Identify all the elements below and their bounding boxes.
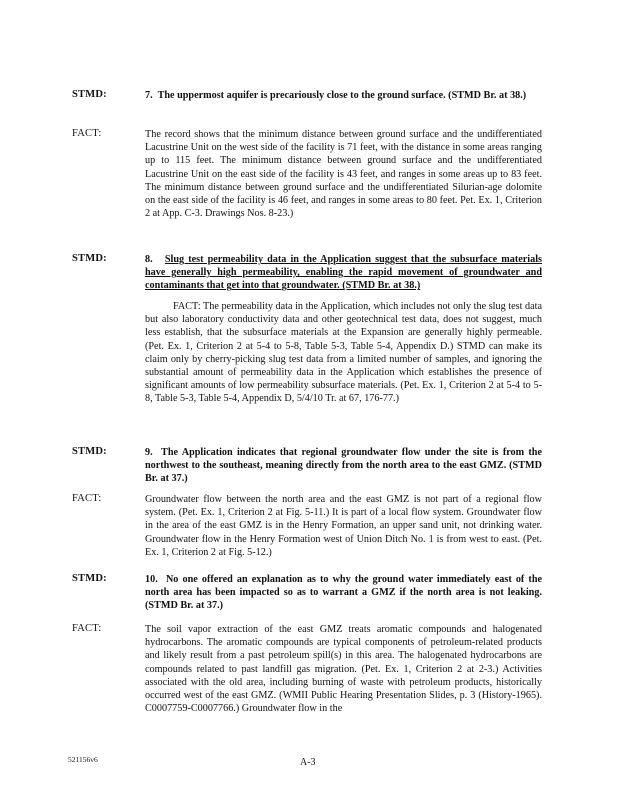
- claim-text: The Application indicates that regional groundwater flow under the site is from the northwest to the southeast, meaning directly from the north area to the east GMZ. (STMD Br. at 37.): [145, 447, 542, 485]
- claim-text: Slug test permeability data in the Application suggest that the subsurface materials have generally high permeability, enabling the rapid movement of groundwater and contaminants that get into that groundwater. (STMD Br. at 38.): [145, 254, 542, 292]
- page-number: A-3: [300, 757, 316, 768]
- stmd-claim-10: [145, 573, 542, 613]
- claim-number: 9.: [145, 447, 153, 458]
- stmd-claim-9: [145, 446, 542, 486]
- stmd-label: STMD:: [72, 446, 107, 457]
- claim-number: 8.: [145, 254, 153, 265]
- stmd-label: STMD:: [72, 253, 107, 264]
- claim-text: The uppermost aquifer is precariously close to the ground surface. (STMD Br. at 38.): [157, 90, 527, 101]
- fact-response-8: FACT: The permeability data in the Application, which includes not only the slug test data but also laboratory conductivity data and other geotechnical test data, does not suggest, much less establish, that the subsurface materials at the Expansion are generally highly permeable. (Pet. Ex. 1, Criterion 2 at 5-4 to 5-8, Table 5-3, Table 5-4, Appendix D.) STMD can make its claim only by cherry-picking slug test data from a limited number of samples, and ignoring the substantial amount of permeability data in the Application which establishes the presence of significant amounts of low permeability subsurface materials. (Pet. Ex. 1, Criterion 2 at 5-4 to 5-8, Table 5-3, Table 5-4, Appendix D, 5/4/10 Tr. at 67, 176-77.): [145, 301, 542, 405]
- stmd-label: STMD:: [72, 89, 107, 100]
- claim-text: No one offered an explanation as to why the ground water immediately east of the north area has been impacted so as to warrant a GMZ if the north area is not leaking. (STMD Br. at 37.): [145, 574, 543, 612]
- fact-response-10: The soil vapor extraction of the east GMZ treats aromatic compounds and halogenated hydrocarbons. The aromatic compounds are typical components of petroleum-related products and likely result from a past petroleum spill(s) in this area. The halogenated hydrocarbons are compounds related to past landfill gas migration. (Pet. Ex. 1, Criterion 2 at 2-3.) Activities associated with the old area, including burning of waste with petroleum products, historically occurred west of the east GMZ. (WMII Public Hearing Presentation Slides, p. 3 (History-1965). C0007759-C0007766.) Groundwater flow in the: [145, 624, 542, 715]
- stmd-claim-7: [145, 89, 542, 102]
- stmd-label: STMD:: [72, 573, 107, 584]
- stmd-claim-8: [145, 253, 542, 293]
- fact-label: FACT:: [72, 623, 102, 634]
- fact-response-9: Groundwater flow between the north area and the east GMZ is not part of a regional flow system. (Pet. Ex. 1, Criterion 2 at Fig. 5-11.) It is part of a local flow system. Groundwater flow in the area of the east GMZ is in the Henry Formation, an upper sand unit, not drinking water. Groundwater flow in the Henry Formation west of Union Ditch No. 1 is from west to east. (Pet. Ex. 1, Criterion 2 at Fig. 5-12.): [145, 494, 542, 558]
- fact-label: FACT:: [72, 128, 102, 139]
- claim-number: 7.: [145, 90, 153, 101]
- fact-label: FACT:: [72, 493, 102, 504]
- document-id: 521156v6: [68, 755, 98, 764]
- claim-number: 10.: [145, 574, 158, 585]
- fact-response-7: The record shows that the minimum distance between ground surface and the undifferentiated Lacustrine Unit on the west side of the facility is 71 feet, with the distance in some areas ranging up to 115 feet. The minimum distance between ground surface and the undifferentiated Lacustrine Unit on the east side of the facility is 43 feet, and ranges in some areas up to 83 feet. The minimum distance between ground surface and the undifferentiated Silurian-age dolomite on the east side of the facility is 46 feet, and ranges in some areas to 80 feet. Pet. Ex. 1, Criterion 2 at App. C-3. Drawings Nos. 8-23.): [145, 129, 542, 220]
